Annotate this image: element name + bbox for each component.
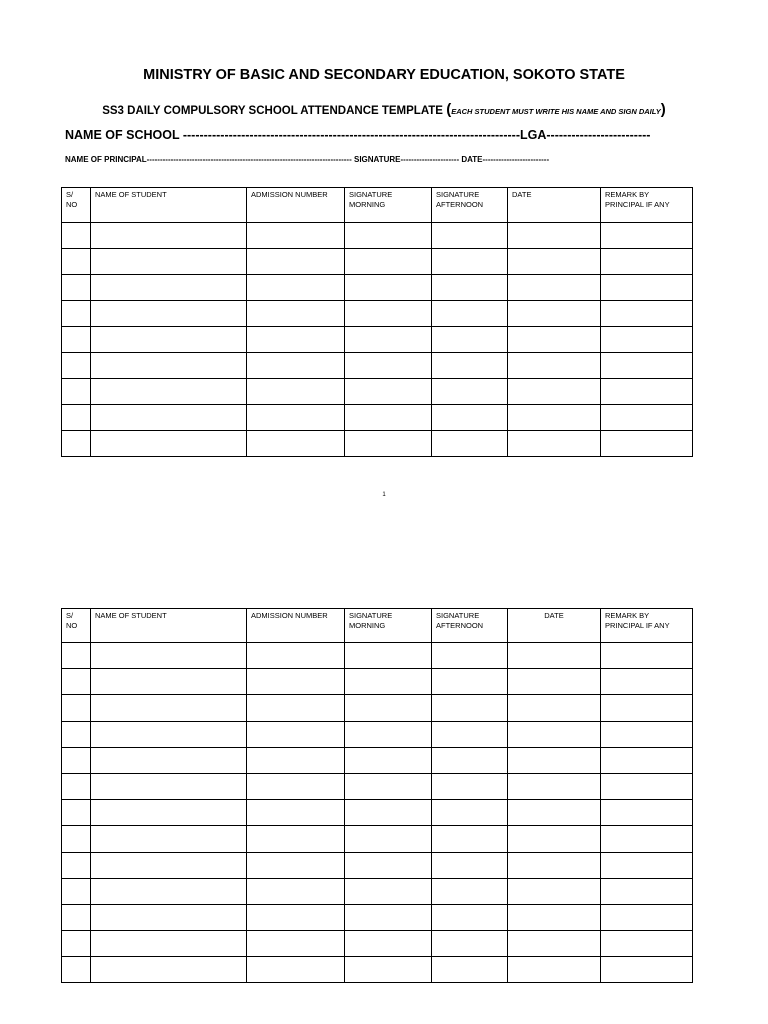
blank-entry-cell[interactable] (508, 379, 601, 405)
blank-entry-cell[interactable] (247, 878, 345, 904)
blank-entry-cell[interactable] (62, 878, 91, 904)
blank-entry-cell[interactable] (247, 800, 345, 826)
blank-entry-cell[interactable] (508, 878, 601, 904)
blank-entry-cell[interactable] (91, 301, 247, 327)
table-row (62, 747, 693, 773)
table-header-row (62, 609, 693, 643)
table-row (62, 405, 693, 431)
blank-entry-cell[interactable] (91, 957, 247, 983)
blank-entry-cell[interactable] (345, 275, 432, 301)
blank-entry-cell[interactable] (62, 852, 91, 878)
blank-entry-cell[interactable] (91, 275, 247, 301)
blank-entry-cell[interactable] (508, 800, 601, 826)
blank-entry-cell[interactable] (91, 721, 247, 747)
blank-entry-cell[interactable] (432, 327, 508, 353)
blank-entry-cell[interactable] (601, 957, 693, 983)
column-header-student-name: NAME OF STUDENT (91, 609, 247, 643)
blank-entry-cell[interactable] (601, 431, 693, 457)
blank-entry-cell[interactable] (247, 405, 345, 431)
blank-entry-cell[interactable] (91, 327, 247, 353)
blank-entry-cell[interactable] (91, 669, 247, 695)
blank-entry-cell[interactable] (508, 773, 601, 799)
blank-entry-cell[interactable] (508, 327, 601, 353)
table-row (62, 379, 693, 405)
blank-entry-cell[interactable] (601, 695, 693, 721)
blank-entry-cell[interactable] (432, 800, 508, 826)
blank-entry-cell[interactable] (62, 327, 91, 353)
blank-entry-cell[interactable] (345, 747, 432, 773)
column-header-remark: REMARK BY PRINCIPAL IF ANY (601, 188, 693, 223)
blank-entry-cell[interactable] (247, 721, 345, 747)
blank-entry-cell[interactable] (345, 931, 432, 957)
column-header-date: DATE (508, 188, 601, 223)
table-row (62, 669, 693, 695)
blank-entry-cell[interactable] (247, 431, 345, 457)
column-header-signature-afternoon: SIGNATURE AFTERNOON (432, 188, 508, 223)
principal-line: NAME OF PRINCIPAL----------------------------------------------------------------------------- SIGNATURE---------------------- DATE------------------------- (65, 155, 550, 164)
blank-entry-cell[interactable] (345, 431, 432, 457)
blank-entry-cell[interactable] (508, 747, 601, 773)
blank-entry-cell[interactable] (432, 826, 508, 852)
attendance-table-2 (61, 608, 693, 983)
blank-entry-cell[interactable] (247, 957, 345, 983)
blank-entry-cell[interactable] (508, 643, 601, 669)
blank-entry-cell[interactable] (62, 747, 91, 773)
blank-entry-cell[interactable] (247, 353, 345, 379)
blank-entry-cell[interactable] (62, 223, 91, 249)
blank-entry-cell[interactable] (508, 695, 601, 721)
column-header-admission-number: ADMISSION NUMBER (247, 188, 345, 223)
blank-entry-cell[interactable] (91, 353, 247, 379)
blank-entry-cell[interactable] (247, 695, 345, 721)
blank-entry-cell[interactable] (432, 957, 508, 983)
column-header-remark: REMARK BY PRINCIPAL IF ANY (601, 609, 693, 643)
table-row (62, 223, 693, 249)
blank-entry-cell[interactable] (62, 721, 91, 747)
blank-entry-cell[interactable] (62, 695, 91, 721)
table-body-2 (62, 643, 693, 983)
blank-entry-cell[interactable] (601, 249, 693, 275)
blank-entry-cell[interactable] (345, 353, 432, 379)
blank-entry-cell[interactable] (247, 301, 345, 327)
blank-entry-cell[interactable] (601, 669, 693, 695)
blank-entry-cell[interactable] (508, 405, 601, 431)
blank-entry-cell[interactable] (91, 800, 247, 826)
table-row (62, 643, 693, 669)
blank-entry-cell[interactable] (601, 353, 693, 379)
template-subtitle (0, 101, 768, 118)
table-row (62, 878, 693, 904)
blank-entry-cell[interactable] (432, 695, 508, 721)
column-header-student-name: NAME OF STUDENT (91, 188, 247, 223)
blank-entry-cell[interactable] (247, 643, 345, 669)
blank-entry-cell[interactable] (62, 275, 91, 301)
blank-entry-cell[interactable] (62, 643, 91, 669)
blank-entry-cell[interactable] (91, 852, 247, 878)
blank-entry-cell[interactable] (62, 931, 91, 957)
blank-entry-cell[interactable] (62, 800, 91, 826)
blank-entry-cell[interactable] (91, 431, 247, 457)
blank-entry-cell[interactable] (345, 249, 432, 275)
table-row (62, 773, 693, 799)
table-row (62, 301, 693, 327)
blank-entry-cell[interactable] (601, 643, 693, 669)
blank-entry-cell[interactable] (91, 931, 247, 957)
blank-entry-cell[interactable] (601, 327, 693, 353)
blank-entry-cell[interactable] (91, 405, 247, 431)
blank-entry-cell[interactable] (345, 327, 432, 353)
blank-entry-cell[interactable] (62, 431, 91, 457)
blank-entry-cell[interactable] (601, 878, 693, 904)
blank-entry-cell[interactable] (62, 957, 91, 983)
subtitle-open-paren: ( (446, 101, 452, 118)
blank-entry-cell[interactable] (432, 301, 508, 327)
blank-entry-cell[interactable] (62, 249, 91, 275)
blank-entry-cell[interactable] (91, 379, 247, 405)
blank-entry-cell[interactable] (601, 405, 693, 431)
blank-entry-cell[interactable] (601, 223, 693, 249)
table-row (62, 826, 693, 852)
blank-entry-cell[interactable] (345, 826, 432, 852)
blank-entry-cell[interactable] (432, 223, 508, 249)
blank-entry-cell[interactable] (508, 957, 601, 983)
blank-entry-cell[interactable] (508, 249, 601, 275)
table-body-1 (62, 223, 693, 457)
blank-entry-cell[interactable] (432, 931, 508, 957)
blank-entry-cell[interactable] (345, 957, 432, 983)
blank-entry-cell[interactable] (432, 669, 508, 695)
blank-entry-cell[interactable] (432, 878, 508, 904)
column-header-signature-morning: SIGNATURE MORNING (345, 188, 432, 223)
blank-entry-cell[interactable] (345, 695, 432, 721)
blank-entry-cell[interactable] (345, 800, 432, 826)
table-row (62, 249, 693, 275)
blank-entry-cell[interactable] (432, 249, 508, 275)
blank-entry-cell[interactable] (247, 747, 345, 773)
blank-entry-cell[interactable] (91, 643, 247, 669)
blank-entry-cell[interactable] (91, 878, 247, 904)
blank-entry-cell[interactable] (345, 878, 432, 904)
blank-entry-cell[interactable] (508, 931, 601, 957)
table-row (62, 275, 693, 301)
blank-entry-cell[interactable] (345, 643, 432, 669)
blank-entry-cell[interactable] (62, 353, 91, 379)
blank-entry-cell[interactable] (432, 852, 508, 878)
blank-entry-cell[interactable] (247, 852, 345, 878)
attendance-table-1 (61, 187, 693, 457)
blank-entry-cell[interactable] (508, 223, 601, 249)
column-header-date: DATE (508, 609, 601, 643)
subtitle-main: SS3 DAILY COMPULSORY SCHOOL ATTENDANCE TEMPLATE (102, 105, 447, 117)
blank-entry-cell[interactable] (601, 773, 693, 799)
table-row (62, 353, 693, 379)
blank-entry-cell[interactable] (345, 379, 432, 405)
table-row (62, 695, 693, 721)
table-row (62, 852, 693, 878)
blank-entry-cell[interactable] (345, 773, 432, 799)
blank-entry-cell[interactable] (91, 223, 247, 249)
blank-entry-cell[interactable] (508, 669, 601, 695)
blank-entry-cell[interactable] (432, 405, 508, 431)
blank-entry-cell[interactable] (432, 773, 508, 799)
column-header-admission-number: ADMISSION NUMBER (247, 609, 345, 643)
blank-entry-cell[interactable] (432, 721, 508, 747)
blank-entry-cell[interactable] (247, 931, 345, 957)
table-row (62, 721, 693, 747)
blank-entry-cell[interactable] (345, 223, 432, 249)
blank-entry-cell[interactable] (432, 275, 508, 301)
blank-entry-cell[interactable] (432, 643, 508, 669)
blank-entry-cell[interactable] (247, 826, 345, 852)
blank-entry-cell[interactable] (91, 826, 247, 852)
blank-entry-cell[interactable] (247, 379, 345, 405)
table-row (62, 904, 693, 930)
blank-entry-cell[interactable] (247, 275, 345, 301)
blank-entry-cell[interactable] (247, 249, 345, 275)
blank-entry-cell[interactable] (508, 904, 601, 930)
blank-entry-cell[interactable] (601, 379, 693, 405)
blank-entry-cell[interactable] (508, 275, 601, 301)
blank-entry-cell[interactable] (508, 721, 601, 747)
blank-entry-cell[interactable] (601, 852, 693, 878)
blank-entry-cell[interactable] (601, 275, 693, 301)
blank-entry-cell[interactable] (601, 747, 693, 773)
blank-entry-cell[interactable] (508, 353, 601, 379)
blank-entry-cell[interactable] (62, 301, 91, 327)
blank-entry-cell[interactable] (508, 852, 601, 878)
blank-entry-cell[interactable] (508, 431, 601, 457)
table-row (62, 800, 693, 826)
table-row (62, 431, 693, 457)
blank-entry-cell[interactable] (91, 747, 247, 773)
table-header-row (62, 188, 693, 223)
blank-entry-cell[interactable] (91, 249, 247, 275)
blank-entry-cell[interactable] (601, 721, 693, 747)
blank-entry-cell[interactable] (508, 301, 601, 327)
column-header-signature-morning: SIGNATURE MORNING (345, 609, 432, 643)
blank-entry-cell[interactable] (247, 773, 345, 799)
page-number: 1 (382, 492, 386, 498)
blank-entry-cell[interactable] (62, 379, 91, 405)
subtitle-close-paren: ) (660, 101, 666, 118)
school-name-line: NAME OF SCHOOL ---------------------------------------------------------------------------------LGA------------------------- (65, 128, 651, 142)
blank-entry-cell[interactable] (91, 695, 247, 721)
column-header-signature-afternoon: SIGNATURE AFTERNOON (432, 609, 508, 643)
document-title: MINISTRY OF BASIC AND SECONDARY EDUCATION, SOKOTO STATE (143, 67, 625, 83)
blank-entry-cell[interactable] (432, 747, 508, 773)
blank-entry-cell[interactable] (247, 669, 345, 695)
column-header-sno: S/ NO (62, 188, 91, 223)
subtitle-note: EACH STUDENT MUST WRITE HIS NAME AND SIGN DAILY (451, 107, 661, 116)
blank-entry-cell[interactable] (345, 405, 432, 431)
table-row (62, 931, 693, 957)
blank-entry-cell[interactable] (432, 353, 508, 379)
blank-entry-cell[interactable] (247, 223, 345, 249)
blank-entry-cell[interactable] (601, 301, 693, 327)
blank-entry-cell[interactable] (345, 852, 432, 878)
blank-entry-cell[interactable] (345, 301, 432, 327)
blank-entry-cell[interactable] (345, 721, 432, 747)
blank-entry-cell[interactable] (345, 669, 432, 695)
blank-entry-cell[interactable] (247, 904, 345, 930)
blank-entry-cell[interactable] (432, 379, 508, 405)
table-row (62, 327, 693, 353)
blank-entry-cell[interactable] (62, 405, 91, 431)
blank-entry-cell[interactable] (601, 800, 693, 826)
blank-entry-cell[interactable] (62, 826, 91, 852)
blank-entry-cell[interactable] (91, 904, 247, 930)
blank-entry-cell[interactable] (345, 904, 432, 930)
column-header-sno: S/ NO (62, 609, 91, 643)
blank-entry-cell[interactable] (62, 773, 91, 799)
blank-entry-cell[interactable] (62, 904, 91, 930)
table-row (62, 957, 693, 983)
blank-entry-cell[interactable] (601, 826, 693, 852)
blank-entry-cell[interactable] (62, 669, 91, 695)
blank-entry-cell[interactable] (432, 431, 508, 457)
blank-entry-cell[interactable] (508, 826, 601, 852)
blank-entry-cell[interactable] (601, 904, 693, 930)
blank-entry-cell[interactable] (432, 904, 508, 930)
blank-entry-cell[interactable] (601, 931, 693, 957)
blank-entry-cell[interactable] (91, 773, 247, 799)
blank-entry-cell[interactable] (247, 327, 345, 353)
